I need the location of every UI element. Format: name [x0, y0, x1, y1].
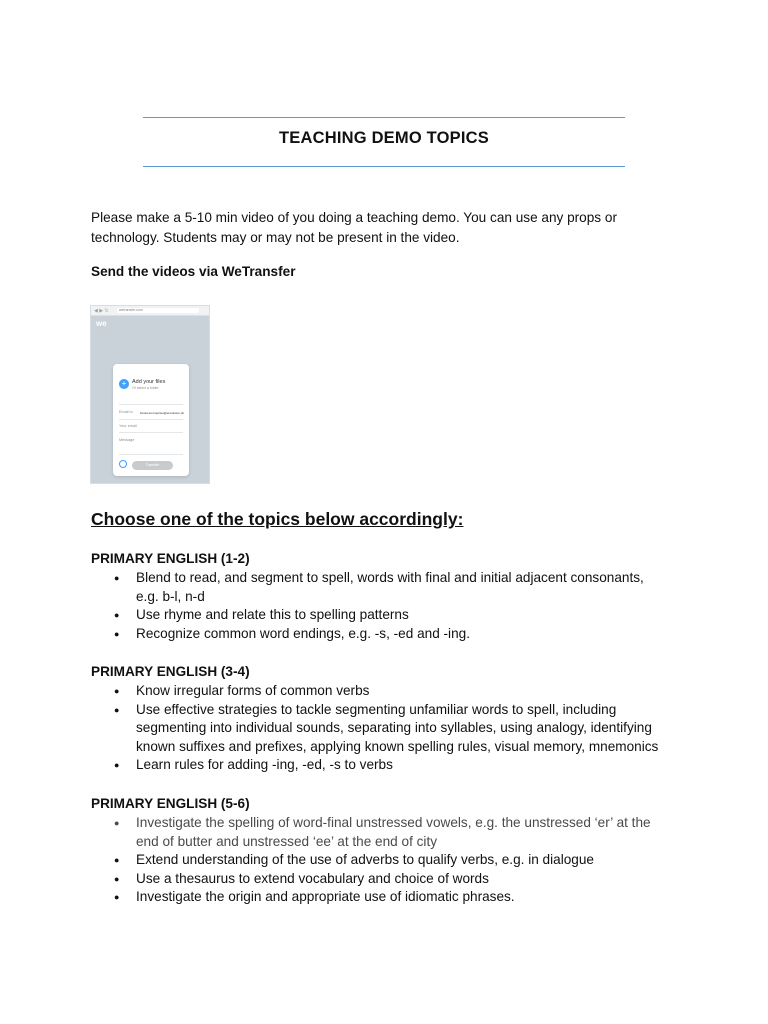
list-item	[91, 851, 691, 870]
your-email-label: Your email	[119, 424, 137, 428]
list-item-text: Use effective strategies to tackle segmenting unfamiliar words to spell, including	[136, 701, 617, 717]
section-heading: PRIMARY ENGLISH (5-6)	[91, 796, 250, 811]
message-label: Message	[119, 438, 135, 442]
send-instruction: Send the videos via WeTransfer	[91, 264, 296, 279]
list-item	[91, 814, 691, 833]
list-item-text: Know irregular forms of common verbs	[136, 683, 370, 698]
list-item-continuation	[91, 738, 691, 757]
list-item-continuation	[91, 719, 691, 738]
list-item-text: Learn rules for adding -ing, -ed, -s to verbs	[136, 757, 393, 772]
wetransfer-logo: we	[96, 319, 107, 328]
intro-line: technology. Students may or may not be present in the video.	[91, 230, 460, 245]
section-primary-english-3-4	[91, 662, 691, 775]
list-item-continuation	[91, 588, 691, 607]
browser-bar	[91, 306, 209, 316]
bullet-icon: ●	[114, 628, 120, 639]
section-heading: PRIMARY ENGLISH (3-4)	[91, 664, 250, 679]
title-rule-top	[143, 117, 625, 118]
list-item	[91, 701, 691, 720]
list-item	[91, 870, 691, 889]
list-item-text: Extend understanding of the use of adverbs to qualify verbs, e.g. in dialogue	[136, 852, 594, 867]
card-divider	[119, 404, 183, 405]
list-item-text: Blend to read, and segment to spell, words with final and initial adjacent consonants,	[136, 570, 644, 585]
list-item-text: e.g. b-l, n-d	[136, 588, 205, 604]
list-item-text: Investigate the origin and appropriate use of idiomatic phrases.	[136, 889, 515, 904]
list-item	[91, 756, 691, 775]
list-item-text: segmenting into individual sounds, separating into syllables, using analogy, identifying	[136, 720, 652, 735]
topic-list	[91, 569, 691, 643]
section-primary-english-1-2	[91, 549, 691, 643]
browser-nav-icons: ◀ ▶ ↻	[94, 308, 109, 314]
list-item-text: Use a thesaurus to extend vocabulary and choice of words	[136, 870, 489, 886]
card-divider	[119, 454, 183, 455]
bullet-icon: ●	[114, 704, 120, 715]
add-files-label: Add your files	[132, 379, 166, 385]
list-item-text: Recognize common word endings, e.g. -s, -ed and -ing.	[136, 625, 470, 641]
bullet-icon: ●	[114, 818, 120, 828]
bullet-icon: ●	[114, 873, 120, 884]
list-item	[91, 625, 691, 644]
bullet-icon: ●	[114, 760, 120, 770]
bullet-icon: ●	[114, 573, 120, 583]
topic-list	[91, 814, 691, 907]
section-primary-english-5-6	[91, 794, 691, 907]
topic-list	[91, 682, 691, 775]
card-divider	[119, 419, 183, 420]
transfer-button: Transfer	[132, 461, 173, 470]
bullet-icon: ●	[114, 855, 120, 865]
card-divider	[119, 432, 183, 433]
list-item	[91, 569, 691, 588]
page-title: TEACHING DEMO TOPICS	[279, 129, 489, 147]
intro-line: Please make a 5-10 min video of you doing a teaching demo. You can use any props or	[91, 210, 617, 225]
list-item	[91, 606, 691, 625]
section-heading: PRIMARY ENGLISH (1-2)	[91, 551, 250, 566]
email-to-value: business.inquiries@ersolution.ph	[140, 411, 185, 415]
list-item-text: Investigate the spelling of word-final unstressed vowels, e.g. the unstressed ‘er’ at the	[136, 815, 651, 830]
bullet-icon: ●	[114, 610, 120, 620]
browser-url: wetransfer.com	[117, 308, 199, 313]
upload-card	[113, 364, 189, 476]
list-item-text: end of butter and unstressed ‘ee’ at the end of city	[136, 833, 438, 849]
wetransfer-screenshot	[90, 305, 210, 484]
add-files-icon: +	[119, 379, 129, 389]
bullet-icon: ●	[114, 686, 120, 696]
add-folder-label: Or select a folder	[132, 386, 159, 390]
choose-heading: Choose one of the topics below accordingly:	[91, 509, 464, 529]
list-item-continuation	[91, 833, 691, 852]
list-item-text: Use rhyme and relate this to spelling patterns	[136, 607, 409, 622]
list-item	[91, 682, 691, 701]
intro-paragraph	[91, 208, 651, 248]
bullet-icon: ●	[114, 892, 120, 902]
title-rule-bottom	[143, 166, 625, 167]
globe-icon	[119, 460, 127, 468]
list-item	[91, 888, 691, 907]
list-item-text: known suffixes and prefixes, applying known spelling rules, visual memory, mnemonics	[136, 738, 659, 754]
email-to-label: Email to	[119, 410, 133, 414]
